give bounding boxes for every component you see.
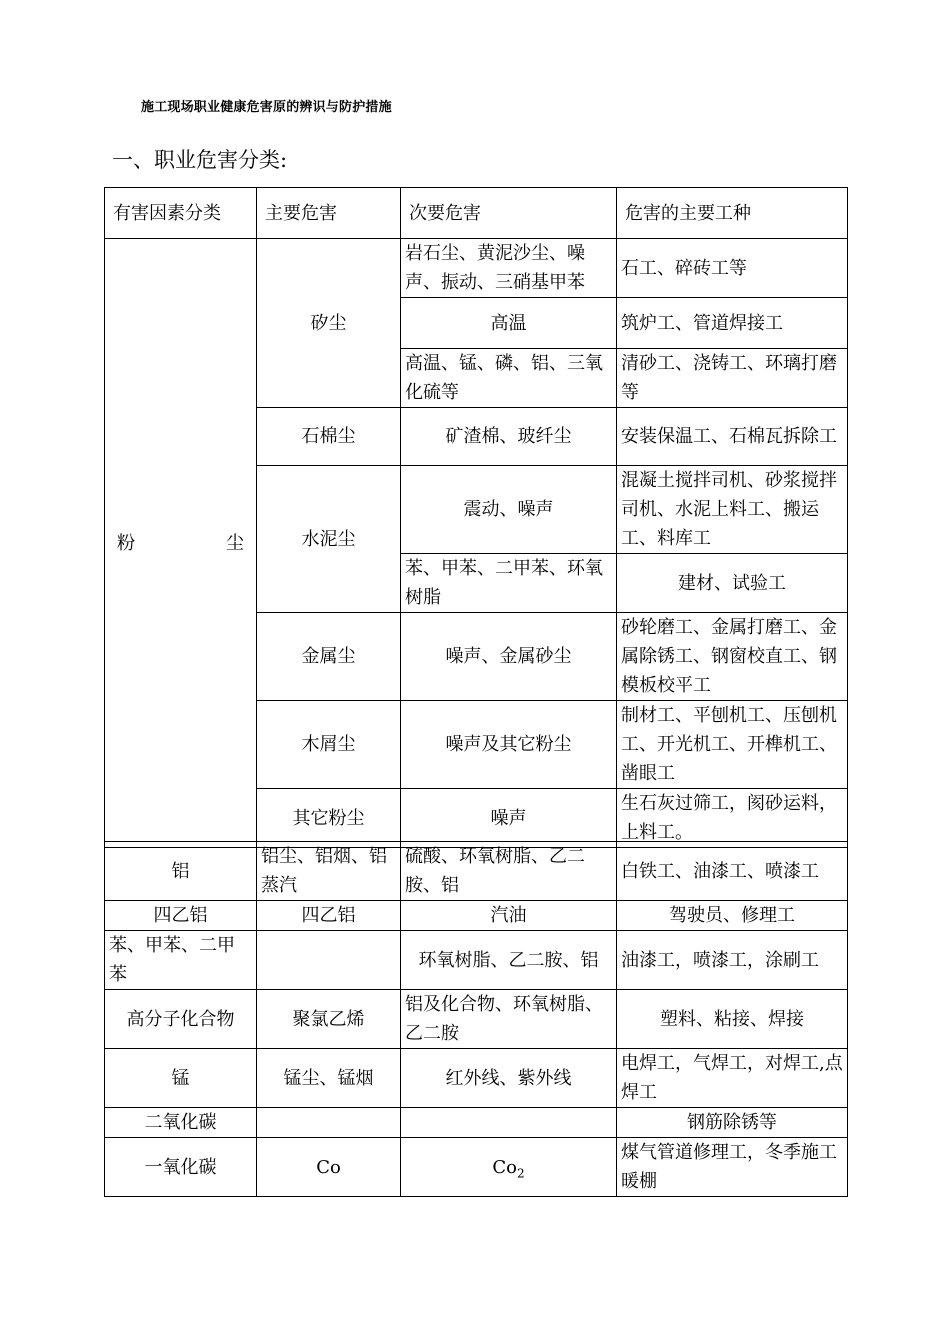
worker-type-cell: 电焊工，气焊工，对焊工,点焊工 [617,1049,848,1108]
secondary-hazard-cell: 环氧树脂、乙二胺、铝 [401,931,617,990]
category-cell: 铝 [105,842,257,901]
category-cell: 二氧化碳 [105,1108,257,1138]
category-cell: 苯、甲苯、二甲苯 [105,931,257,990]
document-title: 施工现场职业健康危害原的辨识与防护措施 [141,100,392,115]
formula-subscript: 2 [516,1166,525,1181]
secondary-hazard-cell: 高温、锰、磷、铝、三氧化硫等 [401,349,617,408]
secondary-hazard-cell: 岩石尘、黄泥沙尘、噪声、振动、三硝基甲苯 [401,239,617,298]
category-cell-dust: 粉 尘 [105,239,257,848]
header-cell: 有害因素分类 [105,188,257,239]
worker-type-cell: 混凝土搅拌司机、砂浆搅拌司机、水泥上料工、搬运工、料库工 [617,466,848,554]
table-row [105,1108,848,1138]
main-hazard-cell: 木屑尘 [257,701,401,789]
secondary-hazard-cell: 苯、甲苯、二甲苯、环氧树脂 [401,554,617,613]
worker-type-cell: 煤气管道修理工，冬季施工暖棚 [617,1138,848,1197]
table-header-row [105,188,848,239]
worker-type-cell: 油漆工，喷漆工，涂刷工 [617,931,848,990]
secondary-hazard-cell: 红外线、紫外线 [401,1049,617,1108]
main-hazard-cell: 其它粉尘 [257,789,401,848]
main-hazard-cell [257,1108,401,1138]
table-row [105,1049,848,1108]
category-cell: 锰 [105,1049,257,1108]
category-cell: 高分子化合物 [105,990,257,1049]
secondary-hazard-cell: 汽油 [401,901,617,931]
main-hazard-cell: 水泥尘 [257,466,401,613]
table-row [105,239,848,298]
secondary-hazard-cell: 高温 [401,298,617,349]
table-row [105,1138,848,1197]
category-cell: 一氧化碳 [105,1138,257,1197]
worker-type-cell: 制材工、平刨机工、压刨机工、开光机工、开榫机工、凿眼工 [617,701,848,789]
main-hazard-cell: 矽尘 [257,239,401,408]
hazard-table-continued [104,841,848,1197]
secondary-hazard-cell: 矿渣棉、玻纤尘 [401,408,617,466]
table-row [105,842,848,901]
header-cell: 主要危害 [257,188,401,239]
category-cell: 四乙铝 [105,901,257,931]
table-row [105,901,848,931]
secondary-hazard-cell: 震动、噪声 [401,466,617,554]
main-hazard-cell: 铝尘、铝烟、铝蒸汽 [257,842,401,901]
secondary-hazard-cell: 噪声 [401,789,617,848]
worker-type-cell: 安装保温工、石棉瓦拆除工 [617,408,848,466]
main-hazard-cell: 四乙铝 [257,901,401,931]
secondary-hazard-cell: 噪声及其它粉尘 [401,701,617,789]
main-hazard-cell: 金属尘 [257,613,401,701]
secondary-hazard-cell: 硫酸、环氧树脂、乙二胺、铝 [401,842,617,901]
main-hazard-cell [257,931,401,990]
worker-type-cell: 塑料、粘接、焊接 [617,990,848,1049]
header-cell: 危害的主要工种 [617,188,848,239]
secondary-hazard-cell: 噪声、金属砂尘 [401,613,617,701]
worker-type-cell: 白铁工、油漆工、喷漆工 [617,842,848,901]
main-hazard-cell: 锰尘、锰烟 [257,1049,401,1108]
worker-type-cell: 清砂工、浇铸工、环璃打磨等 [617,349,848,408]
table-row [105,931,848,990]
main-hazard-cell: 聚氯乙烯 [257,990,401,1049]
worker-type-cell: 建材、试验工 [617,554,848,613]
secondary-hazard-cell: 铝及化合物、环氧树脂、乙二胺 [401,990,617,1049]
header-cell: 次要危害 [401,188,617,239]
worker-type-cell: 筑炉工、管道焊接工 [617,298,848,349]
main-hazard-cell: Co [257,1138,401,1197]
hazard-table [104,187,848,848]
secondary-hazard-cell [401,1108,617,1138]
worker-type-cell: 生石灰过筛工，阂砂运料，上料工。 [617,789,848,848]
worker-type-cell: 石工、碎砖工等 [617,239,848,298]
main-hazard-cell: 石棉尘 [257,408,401,466]
section-heading: 一、职业危害分类: [112,148,288,172]
table-row [105,990,848,1049]
worker-type-cell: 驾驶员、修理工 [617,901,848,931]
worker-type-cell: 钢筋除锈等 [617,1108,848,1138]
secondary-hazard-cell [401,1138,617,1197]
formula-base: Co [492,1156,517,1178]
worker-type-cell: 砂轮磨工、金属打磨工、金属除锈工、钢窗校直工、钢模板校平工 [617,613,848,701]
